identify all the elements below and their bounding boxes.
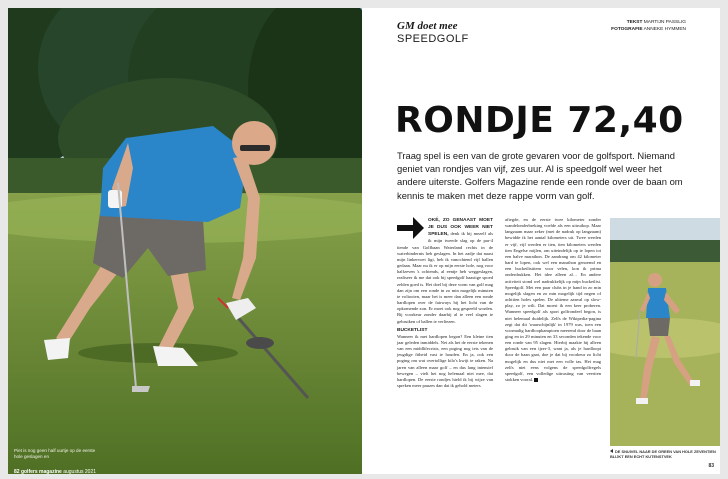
- article-paragraph: afiegde, en de eerste twee kilometer zonder wandelonderbreking voelde als een uitruikop. Maar langzaam maar zeker (met de nadruk op langzaam) bewidde ik het aantal kilometers uit. Twee werden er vijf, vijf werden er tien, tien kilometers werden tien Engelse mijlen, om uiteindelijk op te lopen tot een halve marathon. De aandrang om 42 kilometer hard te lopen, ook wel een marathon genoemd en een bucketlistitem voor velen, kon ik prima onderdrukken. Het idee alleen al… En andere activiteit stond wel nadrukkelijk op mijn bucketlist. Speedgolf. Met een paar clubs in je hand in zo min mogelijk slagen en zo min mogelijk tijd negen of achttien holes spelen. De ultieme aanval op slow-play, zo je wilt. Dat moest ik een keer proberen.: [505, 217, 601, 309]
- headline: RONDJE 72,40: [395, 100, 684, 141]
- article-body: [397, 217, 602, 462]
- photo-credit-author: ANNEKE HYMMEN: [643, 26, 686, 32]
- photo-credit: [611, 27, 686, 34]
- runner-illustration: [610, 218, 720, 446]
- article-paragraph: Wanneer ik met hardlopen begon? Een kleine tien jaar geleden inmiddels. Net als het de eerste tekenen van een middlifecrisis, een poging nog iets van de jeugdige fitheid vast te houden. En ja, ook een poging om wat overtollige kilo's kwijt te raken. Na jaren van alleen maar golf – en dus lang intensief bewegen – vielt het nog helemaal niet mee, dat hardlopen. De eerste rondjes hield ik bij wijze van spreken meer pauzes dan dat ik gehold meters: [397, 333, 493, 389]
- article-subhead: BUCKETLIST: [397, 327, 428, 333]
- article-paragraph: Wanneer speedgolf als sport golfrondeel begon, is niet helemaal duidelijk. Zelfs de Wikipedia-pagina zegt dat dit 'waarschijnlijk' in 1979 was, toen een voormalig hardloopkampioen meerend door de baan ging en in 29 minuten en 33 seconden tekende voor een ronde van 95 slagen. Hierbij maakte hij alleen gebruik van een ijzer-3, want ja, als je hardloopt door de baan gaat, doe je dat bij voorkeur zo licht mogelijk en dus niet met een volle tas. Het mag zelfs niet eens volgens de speedgolfregels speedgolf, een volledige uitrusting van veertien stokken vooral.: [505, 309, 601, 383]
- photo-credit-label: FOTOGRAFIE: [611, 26, 643, 32]
- intro-text: Traag spel is een van de grote gevaren voor de golfsport. Niemand geniet van rondjes van vijf, zes uur. Al is speedgolf wel weer het andere uiterste. Golfers Magazine rende een ronde over de baan om kennis te maken met deze rappe vorm van golf.: [397, 150, 683, 201]
- arrow-right-icon: [397, 217, 424, 239]
- issue-date: augustus 2021: [63, 469, 97, 474]
- left-page-footer: [14, 469, 96, 474]
- text-credit-label: TEKST: [626, 20, 643, 25]
- right-page: [362, 8, 720, 474]
- magazine-name: golfers magazine: [20, 469, 62, 474]
- golfer-photo: [8, 8, 362, 474]
- text-credit-author: MARTIJN PASSLIG: [643, 20, 686, 25]
- article-column-1: [397, 217, 493, 389]
- article-lede: OKÉ, ZO GENAAST MOET JE DUS OOK WEER NIET SPELEN,: [428, 218, 493, 238]
- left-page: [8, 8, 362, 474]
- section-label: SPEEDGOLF: [397, 33, 469, 45]
- photo-caption: Piet is nog geen half uurtje op de eerste hole geslagen en: [14, 448, 96, 459]
- runner-photo-caption: DE SNUIVEL NAAR DE GREEN VAN HOLE ZEVENTIEN BLIJKT EEN ECHT KUTENSTVEK: [610, 449, 718, 459]
- article-column-2: [505, 217, 601, 383]
- end-mark-icon: [534, 378, 538, 382]
- page-number-left: 82: [14, 469, 20, 474]
- page-number-right: 83: [708, 463, 714, 469]
- article-paragraph: denk ik bij mezelf als ik mijn tweede slag op de par-4 tiende van Golfbaan Waterland rechts in de waterhindernis heb geslagen. In het zadje dat naast mijn linkervoet ligt, heb ik vanochtend vijf ballen gedaan. Maar nu ik er op mijn eerste hole, nog voor halfzeven 's ochtends, al eentje heb weggeslagen, realiseer ik me dat ook bij speedgolf haastige spoed zelden goed is. Het doel bij deze vorm van golf mag dan zijn om een ronde in zo min mogelijk minuten te voltooien, maar het is meer dan alleen een ronde hardlopen over de fairways bij het licht van de opkomende zon. Er moet ook nog gespeeld worden. Bij voorkeur zonder daarbij al te veel slagen te gebruiken of ballen te verliezen.: [397, 231, 493, 324]
- credits: [611, 20, 686, 33]
- runner-photo: [610, 218, 720, 446]
- brand-kicker: GM doet mee: [397, 20, 458, 32]
